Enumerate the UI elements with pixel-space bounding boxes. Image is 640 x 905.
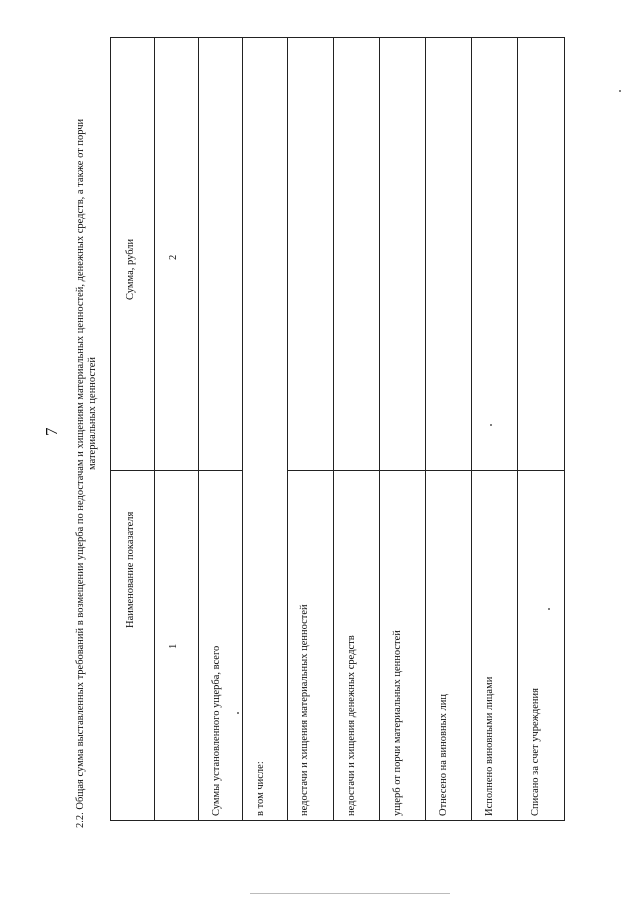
column-divider [111,470,243,471]
row-label-including: в том числе: [255,761,266,816]
column-divider [287,470,565,471]
row-label-spoilage-damage: ущерб от порчи материальных ценностей [392,630,403,816]
section-heading-continued: материальных ценностей [87,357,98,470]
index-col-1: 1 [168,643,179,649]
scan-speck [548,608,550,610]
index-col-2: 2 [168,254,179,260]
scan-bottom-edge [250,893,450,894]
row-divider [198,38,199,821]
scan-speck [237,712,239,714]
row-divider [154,38,155,821]
row-divider [333,38,334,821]
damage-claims-table [110,37,565,821]
header-indicator-name: Наименование показателя [125,511,136,628]
row-label-material-shortage: недостачи и хищения материальных ценностей [299,604,310,816]
header-sum-rubles: Сумма, рубли [125,238,136,300]
row-label-total-damage: Суммы установленного ущерба, всего [211,645,222,816]
scan-speck [619,90,621,92]
page-number: 7 [42,427,61,436]
scan-speck [490,424,492,426]
row-divider [425,38,426,821]
row-divider [242,38,243,821]
row-label-paid-by-culprits: Исполнено виновными лицами [484,676,495,816]
row-divider [287,38,288,821]
row-divider [517,38,518,821]
row-divider [379,38,380,821]
row-label-assigned-to-culprits: Отнесено на виновных лиц [438,694,449,816]
row-label-written-off: Списано за счет учреждения [530,688,541,816]
row-label-cash-shortage: недостачи и хищения денежных средств [346,635,357,816]
row-divider [471,38,472,821]
section-heading: 2.2. Общая сумма выставленных требований в возмещении ущерба по недостачам и хищениям материальных ценностей, денежных средств, а также от порчи [75,118,86,828]
